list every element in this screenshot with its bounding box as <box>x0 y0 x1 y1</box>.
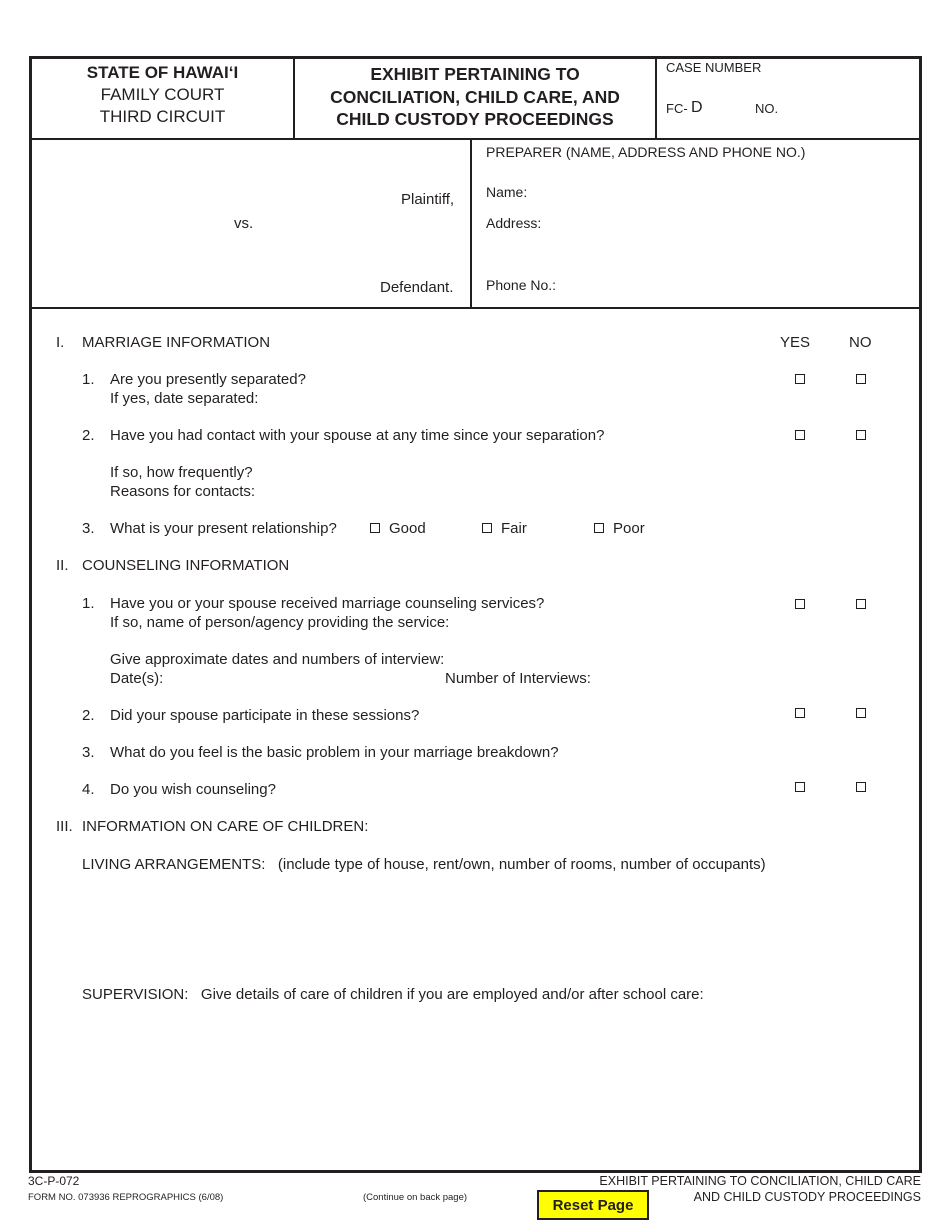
preparer-name-label: Name: <box>486 184 528 200</box>
no-column-heading: NO <box>849 334 872 351</box>
footer-title-line-2: AND CHILD CUSTODY PROCEEDINGS <box>693 1190 921 1204</box>
s1-q2-number: 2. <box>82 427 95 444</box>
s2-q4-text: Do you wish counseling? <box>110 781 276 798</box>
section-2-numeral: II. <box>56 557 69 574</box>
section-2-title: COUNSELING INFORMATION <box>82 557 290 574</box>
defendant-label: Defendant. <box>380 279 454 296</box>
fc-case-type[interactable]: D <box>691 99 703 116</box>
caption-divider <box>29 307 922 309</box>
s2-dates-intro: Give approximate dates and numbers of interview: <box>110 651 445 668</box>
s2-q2-text: Did your spouse participate in these sessions? <box>110 707 420 724</box>
s2-q1-text: Have you or your spouse received marriage counseling services? <box>110 595 545 612</box>
form-title <box>295 63 655 131</box>
s1-q1-number: 1. <box>82 371 95 388</box>
s2-interviews-label: Number of Interviews: <box>445 670 591 687</box>
s1-q1-yes-checkbox[interactable] <box>795 374 805 384</box>
s1-q3-text: What is your present relationship? <box>110 520 337 537</box>
s2-q1-no-checkbox[interactable] <box>856 599 866 609</box>
s2-q4-no-checkbox[interactable] <box>856 782 866 792</box>
s2-q1-subtext: If so, name of person/agency providing the service: <box>110 614 450 631</box>
s2-q1-number: 1. <box>82 595 95 612</box>
preparer-heading: PREPARER (NAME, ADDRESS AND PHONE NO.) <box>486 144 806 160</box>
s2-dates-label: Date(s): <box>110 670 164 687</box>
title-line-2: CONCILIATION, CHILD CARE, AND <box>330 86 620 107</box>
s1-q2-no-checkbox[interactable] <box>856 430 866 440</box>
form-number: FORM NO. 073936 REPROGRAPHICS (6/08) <box>28 1192 224 1203</box>
s1-q2-subtext-1: If so, how frequently? <box>110 464 253 481</box>
reset-page-button[interactable]: Reset Page <box>537 1190 649 1220</box>
court-name: FAMILY COURT <box>100 85 225 104</box>
relationship-fair-checkbox[interactable] <box>482 523 492 533</box>
s2-q4-yes-checkbox[interactable] <box>795 782 805 792</box>
s1-q1-no-checkbox[interactable] <box>856 374 866 384</box>
s2-q2-no-checkbox[interactable] <box>856 708 866 718</box>
fc-prefix: FC- <box>666 101 688 116</box>
s1-q2-yes-checkbox[interactable] <box>795 430 805 440</box>
s2-q1-yes-checkbox[interactable] <box>795 599 805 609</box>
relationship-poor-label: Poor <box>613 520 645 537</box>
header-divider <box>29 138 922 140</box>
s2-q3-number: 3. <box>82 744 95 761</box>
relationship-good-checkbox[interactable] <box>370 523 380 533</box>
court-block <box>32 62 293 128</box>
header-col-divider-2 <box>655 56 657 139</box>
s2-q2-yes-checkbox[interactable] <box>795 708 805 718</box>
case-no-label: NO. <box>755 101 779 116</box>
relationship-fair-label: Fair <box>501 520 527 537</box>
continue-note: (Continue on back page) <box>363 1192 468 1203</box>
title-line-1: EXHIBIT PERTAINING TO <box>370 64 580 84</box>
preparer-address-label: Address: <box>486 215 542 231</box>
section-1-numeral: I. <box>56 334 65 351</box>
s1-q3-number: 3. <box>82 520 95 537</box>
case-number-label: CASE NUMBER <box>666 60 762 75</box>
section-1-title: MARRIAGE INFORMATION <box>82 334 271 351</box>
s1-q2-subtext-2: Reasons for contacts: <box>110 483 256 500</box>
s2-q2-number: 2. <box>82 707 95 724</box>
caption-col-divider <box>470 138 472 308</box>
s2-q4-number: 4. <box>82 781 95 798</box>
plaintiff-label: Plaintiff, <box>401 191 455 208</box>
versus-label: vs. <box>234 215 254 232</box>
relationship-poor-checkbox[interactable] <box>594 523 604 533</box>
preparer-phone-label: Phone No.: <box>486 277 557 293</box>
yes-column-heading: YES <box>780 334 811 351</box>
living-arrangements-label: LIVING ARRANGEMENTS: (include type of house, rent/own, number of rooms, number of occupants) <box>82 856 766 873</box>
form-code: 3C-P-072 <box>28 1174 80 1188</box>
section-3-title: INFORMATION ON CARE OF CHILDREN: <box>82 818 369 835</box>
s1-q2-text: Have you had contact with your spouse at any time since your separation? <box>110 427 605 444</box>
title-line-3: CHILD CUSTODY PROCEEDINGS <box>336 109 614 129</box>
state-name: STATE OF HAWAI‘I <box>86 63 239 82</box>
relationship-good-label: Good <box>389 520 426 537</box>
footer-title-line-1: EXHIBIT PERTAINING TO CONCILIATION, CHILD CARE <box>599 1174 921 1188</box>
section-3-numeral: III. <box>56 818 73 835</box>
s2-q3-text: What do you feel is the basic problem in your marriage breakdown? <box>110 744 559 761</box>
s1-q1-subtext: If yes, date separated: <box>110 390 259 407</box>
supervision-label: SUPERVISION: Give details of care of children if you are employed and/or after school care: <box>82 986 704 1003</box>
circuit-name: THIRD CIRCUIT <box>99 107 226 126</box>
s1-q1-text: Are you presently separated? <box>110 371 306 388</box>
